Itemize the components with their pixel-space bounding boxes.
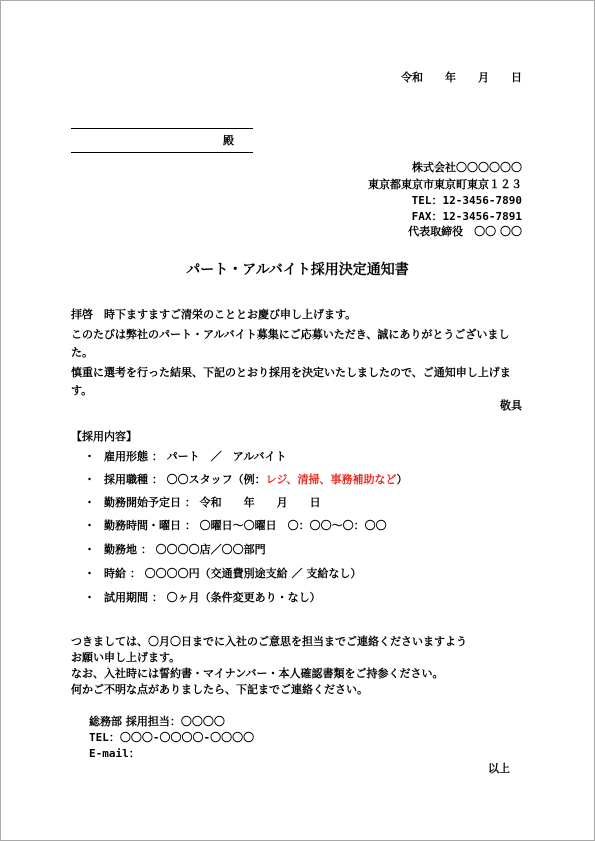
date: 令和 年 月 日 xyxy=(401,71,522,84)
contact-dept: 総務部 採用担当：〇〇〇〇 xyxy=(89,715,225,728)
bullet: ・ xyxy=(84,567,95,580)
greeting: 拝啓 時下ますますご清栄のこととお慶び申し上げます。 xyxy=(71,308,357,321)
list-item xyxy=(84,543,266,557)
paragraph-thanks: このたびは弊社のパート・アルバイト募集にご応募いただき、誠にありがとうございました。 xyxy=(71,328,510,359)
list-item xyxy=(84,473,408,487)
item-text: 勤務開始予定日 ： 令和 年 月 日 xyxy=(104,496,321,509)
sender-tel: TEL：12-3456-7890 xyxy=(411,194,522,207)
sender-fax: FAX：12-3456-7891 xyxy=(411,210,522,223)
bullet: ・ xyxy=(84,543,95,556)
recipient-top-rule xyxy=(71,128,253,129)
item-text: 試用期間 ： 〇ヶ月（条件変更あり・なし） xyxy=(104,591,321,604)
notice-line: 何かご不明な点がありましたら、下記までご連絡ください。 xyxy=(71,683,368,696)
item-example-highlight: レジ、清掃、事務補助など xyxy=(265,473,397,486)
notice-line: お願い申し上げます。 xyxy=(71,651,181,664)
list-item xyxy=(84,591,321,605)
item-text: 勤務時間・曜日 ： 〇曜日～〇曜日 〇：〇〇～〇：〇〇 xyxy=(104,519,387,532)
closing-keigu: 敬具 xyxy=(500,399,522,412)
sender-company: 株式会社〇〇〇〇〇〇 xyxy=(412,161,522,174)
bullet: ・ xyxy=(84,450,95,463)
bullet: ・ xyxy=(84,473,95,486)
section-heading: 【採用内容】 xyxy=(71,430,137,443)
item-text: 勤務地 ： 〇〇〇〇店／〇〇部門 xyxy=(104,543,266,556)
list-item xyxy=(84,567,361,581)
document-title: パート・アルバイト採用決定通知書 xyxy=(186,262,409,278)
paragraph-decision: 慎重に選考を行った結果、下記のとおり採用を決定いたしましたので、ご通知申し上げます。 xyxy=(71,366,511,397)
bullet: ・ xyxy=(84,519,95,532)
list-item xyxy=(84,519,387,533)
bullet: ・ xyxy=(84,496,95,509)
notice-line: なお、入社時には誓約書・マイナンバー・本人確認書類をご持参ください。 xyxy=(71,667,444,680)
item-text: 時給 ： 〇〇〇〇円（交通費別途支給 ／ 支給なし） xyxy=(104,567,362,580)
notice-line: つきましては、〇月〇日までに入社のご意思を担当までご連絡くださいますよう xyxy=(71,635,467,648)
contact-tel: TEL：〇〇〇-〇〇〇〇-〇〇〇〇 xyxy=(89,731,255,744)
sender-representative: 代表取締役 〇〇 〇〇 xyxy=(408,225,522,238)
recipient-honorific: 殿 xyxy=(223,134,234,147)
item-text: 雇用形態 ： パート ／ アルバイト xyxy=(104,450,287,463)
end-ijou: 以上 xyxy=(488,762,510,775)
list-item xyxy=(84,450,286,464)
sender-address: 東京都東京市東京町東京１２３ xyxy=(368,178,522,191)
bullet: ・ xyxy=(84,591,95,604)
list-item xyxy=(84,496,321,510)
item-text: 採用職種 ： 〇〇スタッフ（例： xyxy=(104,473,266,486)
item-text-suffix: ） xyxy=(396,473,408,486)
contact-email: E-mail： xyxy=(89,747,140,760)
recipient-bottom-rule xyxy=(71,152,253,153)
